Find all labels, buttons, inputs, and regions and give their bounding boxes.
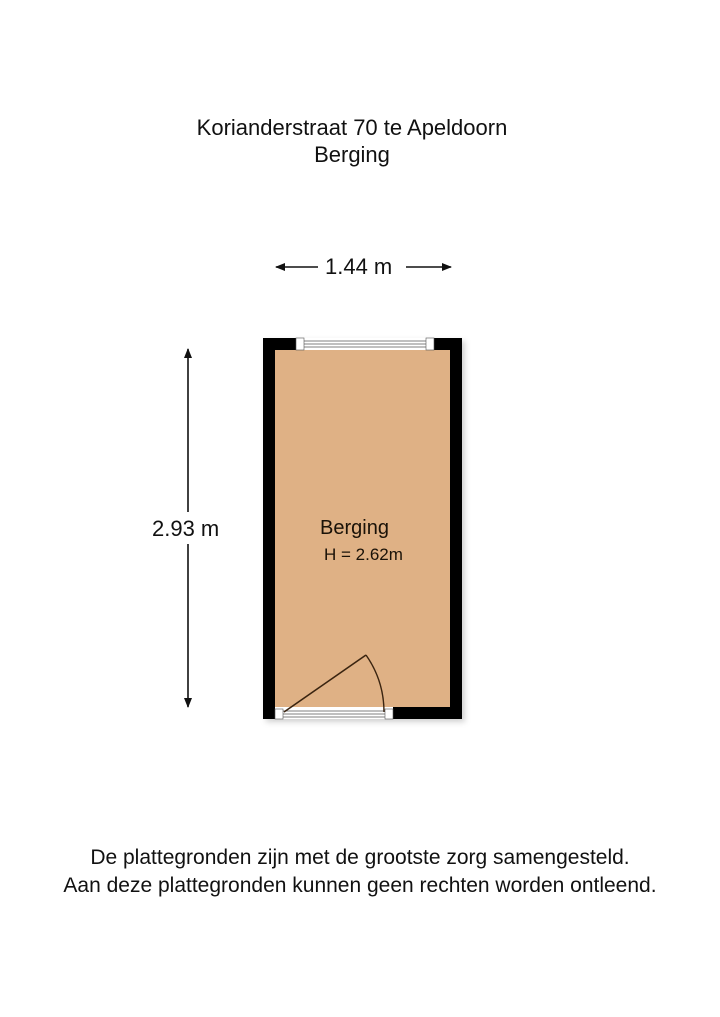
disclaimer <box>0 844 720 900</box>
floor-name-title: Berging <box>314 142 390 167</box>
disclaimer-line-1: De plattegronden zijn met de grootste zorg samengesteld. <box>90 846 630 869</box>
address-title: Korianderstraat 70 te Apeldoorn <box>196 115 508 140</box>
length-dimension-label: 2.93 m <box>148 516 223 542</box>
window-icon <box>296 338 434 350</box>
width-dimension-label: 1.44 m <box>321 254 396 280</box>
room-height-label: H = 2.62m <box>324 545 403 564</box>
room-name-label: Berging <box>320 517 389 539</box>
disclaimer-line-2: Aan deze plattegronden kunnen geen rechten worden ontleend. <box>63 874 657 897</box>
